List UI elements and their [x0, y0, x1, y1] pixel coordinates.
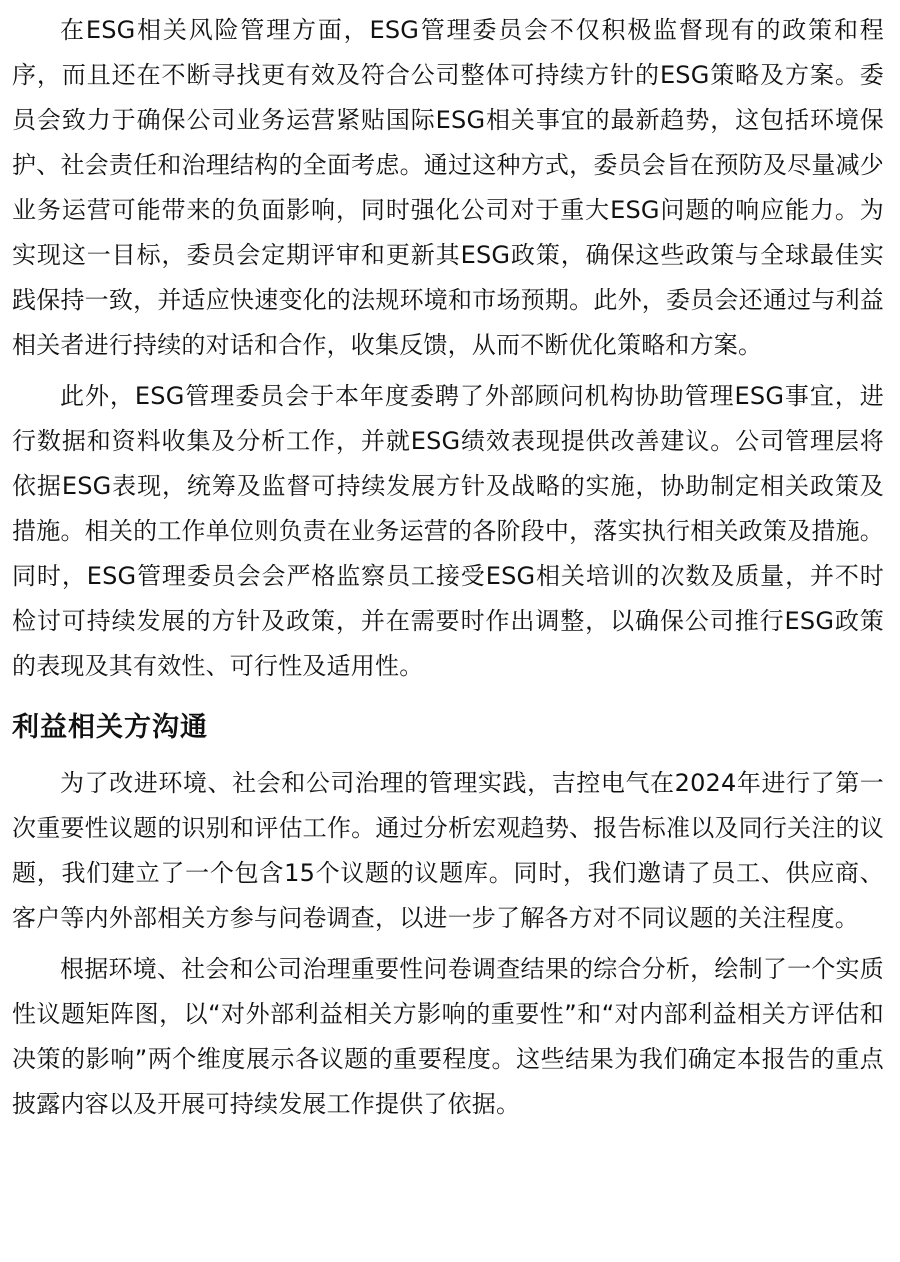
paragraph-external-consultant: 此外，ESG管理委员会于本年度委聘了外部顾问机构协助管理ESG事宜，进行数据和资料收集及分析工作，并就ESG绩效表现提供改善建议。公司管理层将依据ESG表现，统筹及监督可持续发展方针及战略的实施，协助制定相关政策及措施。相关的工作单位则负责在业务运营的各阶段中，落实执行相关政策及措施。同时，ESG管理委员会会严格监察员工接受ESG相关培训的次数及质量，并不时检讨可持续发展的方针及政策，并在需要时作出调整，以确保公司推行ESG政策的表现及其有效性、可行性及适用性。 — [12, 382, 884, 680]
document-page — [12, 8, 884, 1127]
paragraph-materiality-matrix: 根据环境、社会和公司治理重要性问卷调查结果的综合分析，绘制了一个实质性议题矩阵图，以“对外部利益相关方影响的重要性”和“对内部利益相关方评估和决策的影响”两个维度展示各议题的重要程度。这些结果为我们确定本报告的重点披露内容以及开展可持续发展工作提供了依据。 — [12, 955, 884, 1118]
paragraph-esg-risk-management: 在ESG相关风险管理方面，ESG管理委员会不仅积极监督现有的政策和程序，而且还在不断寻找更有效及符合公司整体可持续方针的ESG策略及方案。委员会致力于确保公司业务运营紧贴国际ESG相关事宜的最新趋势，这包括环境保护、社会责任和治理结构的全面考虑。通过这种方式，委员会旨在预防及尽量减少业务运营可能带来的负面影响，同时强化公司对于重大ESG问题的响应能力。为实现这一目标，委员会定期评审和更新其ESG政策，确保这些政策与全球最佳实践保持一致，并适应快速变化的法规环境和市场预期。此外，委员会还通过与利益相关者进行持续的对话和合作，收集反馈，从而不断优化策略和方案。 — [12, 16, 884, 359]
section-heading-stakeholder-communication: 利益相关方沟通 — [12, 712, 208, 743]
paragraph-materiality-assessment: 为了改进环境、社会和公司治理的管理实践，吉控电气在2024年进行了第一次重要性议题的识别和评估工作。通过分析宏观趋势、报告标准以及同行关注的议题，我们建立了一个包含15个议题的议题库。同时，我们邀请了员工、供应商、客户等内外部相关方参与问卷调查，以进一步了解各方对不同议题的关注程度。 — [12, 769, 884, 932]
